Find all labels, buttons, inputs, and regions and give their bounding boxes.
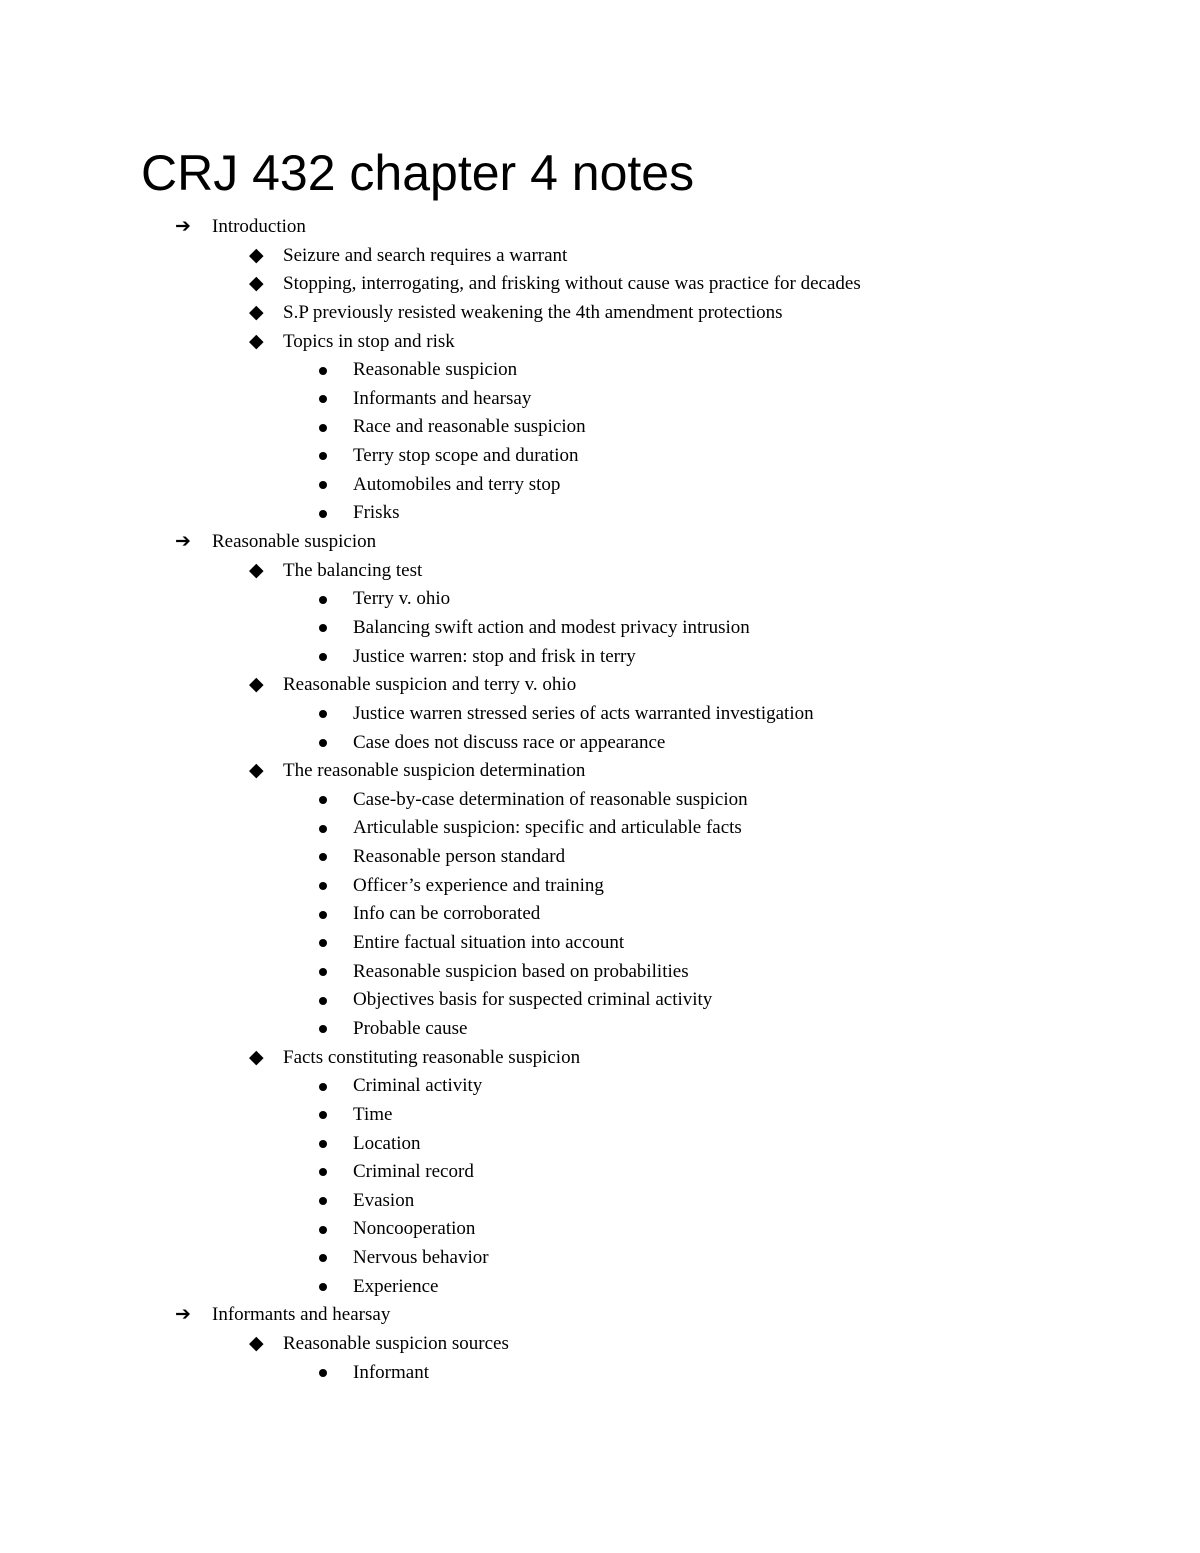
outline-item-text: Race and reasonable suspicion [353, 416, 586, 438]
outline-item-text: Reasonable suspicion sources [283, 1332, 509, 1354]
outline-item-text: Introduction [212, 216, 306, 237]
outline-item-level-3 [0, 872, 1200, 901]
dot-bullet-icon [319, 1158, 327, 1187]
page-title: CRJ 432 chapter 4 notes [141, 145, 695, 201]
outline-item-level-2 [0, 1044, 1200, 1073]
diamond-bullet-icon: ◆ [249, 1046, 264, 1068]
diamond-bullet-icon: ◆ [249, 301, 264, 323]
outline-item-text: Nervous behavior [353, 1247, 489, 1269]
diamond-bullet-icon: ◆ [249, 330, 264, 352]
outline-item-text: Automobiles and terry stop [353, 473, 561, 495]
outline-item-text: Case-by-case determination of reasonable suspicion [353, 788, 748, 810]
outline-item-level-3 [0, 643, 1200, 672]
dot-bullet-icon [319, 986, 327, 1015]
outline-item-text: The reasonable suspicion determination [283, 760, 586, 782]
outline-item-level-3 [0, 1244, 1200, 1273]
outline-item-level-3 [0, 700, 1200, 729]
outline-item-text: Reasonable suspicion and terry v. ohio [283, 674, 577, 696]
dot-bullet-icon [319, 1130, 327, 1159]
dot-bullet-icon [319, 958, 327, 987]
outline-item-level-2 [0, 557, 1200, 586]
dot-bullet-icon [319, 900, 327, 929]
outline-item-text: Facts constituting reasonable suspicion [283, 1046, 581, 1068]
outline-item-level-3 [0, 1359, 1200, 1388]
arrow-bullet-icon: ➔ [175, 531, 191, 553]
dot-bullet-icon [319, 1244, 327, 1273]
outline-item-text: Location [353, 1132, 421, 1154]
dot-bullet-icon [319, 1015, 327, 1044]
outline-item-text: Officer’s experience and training [353, 874, 604, 896]
outline-item-level-1 [0, 213, 1200, 242]
outline-item-level-3 [0, 986, 1200, 1015]
outline-item-level-3 [0, 1015, 1200, 1044]
dot-bullet-icon [319, 413, 327, 442]
outline-item-level-3 [0, 1101, 1200, 1130]
outline-item-level-2 [0, 757, 1200, 786]
outline-item-text: Case does not discuss race or appearance [353, 731, 666, 753]
outline-item-level-3 [0, 1187, 1200, 1216]
dot-bullet-icon [319, 700, 327, 729]
outline-item-level-3 [0, 614, 1200, 643]
outline-item-text: Informants and hearsay [212, 1304, 391, 1326]
dot-bullet-icon [319, 1072, 327, 1101]
outline-item-text: Justice warren: stop and frisk in terry [353, 645, 636, 667]
dot-bullet-icon [319, 471, 327, 500]
outline-item-level-2 [0, 270, 1200, 299]
diamond-bullet-icon: ◆ [249, 273, 264, 295]
outline-item-text: S.P previously resisted weakening the 4th amendment protections [283, 301, 783, 323]
outline-item-text: Experience [353, 1275, 439, 1297]
diamond-bullet-icon: ◆ [249, 674, 264, 696]
dot-bullet-icon [319, 1359, 327, 1388]
dot-bullet-icon [319, 1215, 327, 1244]
outline-item-text: Reasonable suspicion based on probabilities [353, 960, 689, 982]
dot-bullet-icon [319, 499, 327, 528]
outline-item-text: Reasonable person standard [353, 846, 566, 868]
outline-item-text: Terry stop scope and duration [353, 445, 579, 467]
outline-item-level-3 [0, 413, 1200, 442]
outline-item-text: The balancing test [283, 559, 423, 581]
dot-bullet-icon [319, 643, 327, 672]
notes-outline [0, 213, 1200, 1387]
outline-item-level-3 [0, 814, 1200, 843]
outline-item-text: Balancing swift action and modest privacy intrusion [353, 616, 750, 638]
outline-item-level-3 [0, 1158, 1200, 1187]
diamond-bullet-icon: ◆ [249, 760, 264, 782]
outline-item-level-3 [0, 442, 1200, 471]
dot-bullet-icon [319, 1101, 327, 1130]
outline-item-level-1 [0, 528, 1200, 557]
outline-item-text: Entire factual situation into account [353, 932, 625, 954]
outline-item-level-3 [0, 499, 1200, 528]
outline-item-text: Info can be corroborated [353, 903, 541, 925]
dot-bullet-icon [319, 1273, 327, 1302]
outline-item-text: Criminal activity [353, 1075, 483, 1097]
dot-bullet-icon [319, 786, 327, 815]
outline-item-level-3 [0, 843, 1200, 872]
outline-item-level-3 [0, 786, 1200, 815]
outline-item-level-3 [0, 1273, 1200, 1302]
arrow-bullet-icon: ➔ [175, 216, 191, 237]
dot-bullet-icon [319, 356, 327, 385]
dot-bullet-icon [319, 929, 327, 958]
outline-item-level-3 [0, 958, 1200, 987]
outline-item-text: Criminal record [353, 1161, 474, 1183]
outline-item-text: Evasion [353, 1189, 415, 1211]
outline-item-level-3 [0, 471, 1200, 500]
dot-bullet-icon [319, 614, 327, 643]
outline-item-level-1 [0, 1301, 1200, 1330]
outline-item-text: Justice warren stressed series of acts warranted investigation [353, 702, 814, 724]
outline-item-level-3 [0, 356, 1200, 385]
outline-item-level-2 [0, 242, 1200, 271]
outline-item-level-3 [0, 1215, 1200, 1244]
outline-item-level-3 [0, 729, 1200, 758]
outline-item-text: Frisks [353, 502, 400, 524]
arrow-bullet-icon: ➔ [175, 1304, 191, 1326]
outline-item-text: Reasonable suspicion [353, 359, 518, 381]
dot-bullet-icon [319, 585, 327, 614]
outline-item-text: Seizure and search requires a warrant [283, 244, 568, 266]
outline-item-level-3 [0, 1072, 1200, 1101]
outline-item-level-2 [0, 299, 1200, 328]
outline-item-level-3 [0, 900, 1200, 929]
dot-bullet-icon [319, 385, 327, 414]
diamond-bullet-icon: ◆ [249, 244, 264, 266]
outline-item-text: Objectives basis for suspected criminal activity [353, 989, 713, 1011]
diamond-bullet-icon: ◆ [249, 1332, 264, 1354]
dot-bullet-icon [319, 1187, 327, 1216]
diamond-bullet-icon: ◆ [249, 559, 264, 581]
outline-item-text: Articulable suspicion: specific and articulable facts [353, 817, 742, 839]
outline-item-text: Reasonable suspicion [212, 531, 377, 553]
outline-item-level-2 [0, 671, 1200, 700]
dot-bullet-icon [319, 729, 327, 758]
outline-item-text: Informants and hearsay [353, 387, 532, 409]
outline-item-text: Stopping, interrogating, and frisking without cause was practice for decades [283, 273, 861, 295]
outline-item-text: Topics in stop and risk [283, 330, 455, 352]
outline-item-text: Informant [353, 1361, 429, 1383]
dot-bullet-icon [319, 814, 327, 843]
outline-item-level-3 [0, 585, 1200, 614]
outline-item-text: Probable cause [353, 1017, 468, 1039]
dot-bullet-icon [319, 872, 327, 901]
outline-item-text: Time [353, 1103, 393, 1125]
outline-item-level-3 [0, 929, 1200, 958]
dot-bullet-icon [319, 843, 327, 872]
outline-item-text: Terry v. ohio [353, 588, 451, 610]
outline-item-text: Noncooperation [353, 1218, 476, 1240]
outline-item-level-3 [0, 385, 1200, 414]
outline-item-level-3 [0, 1130, 1200, 1159]
dot-bullet-icon [319, 442, 327, 471]
outline-item-level-2 [0, 328, 1200, 357]
outline-item-level-2 [0, 1330, 1200, 1359]
